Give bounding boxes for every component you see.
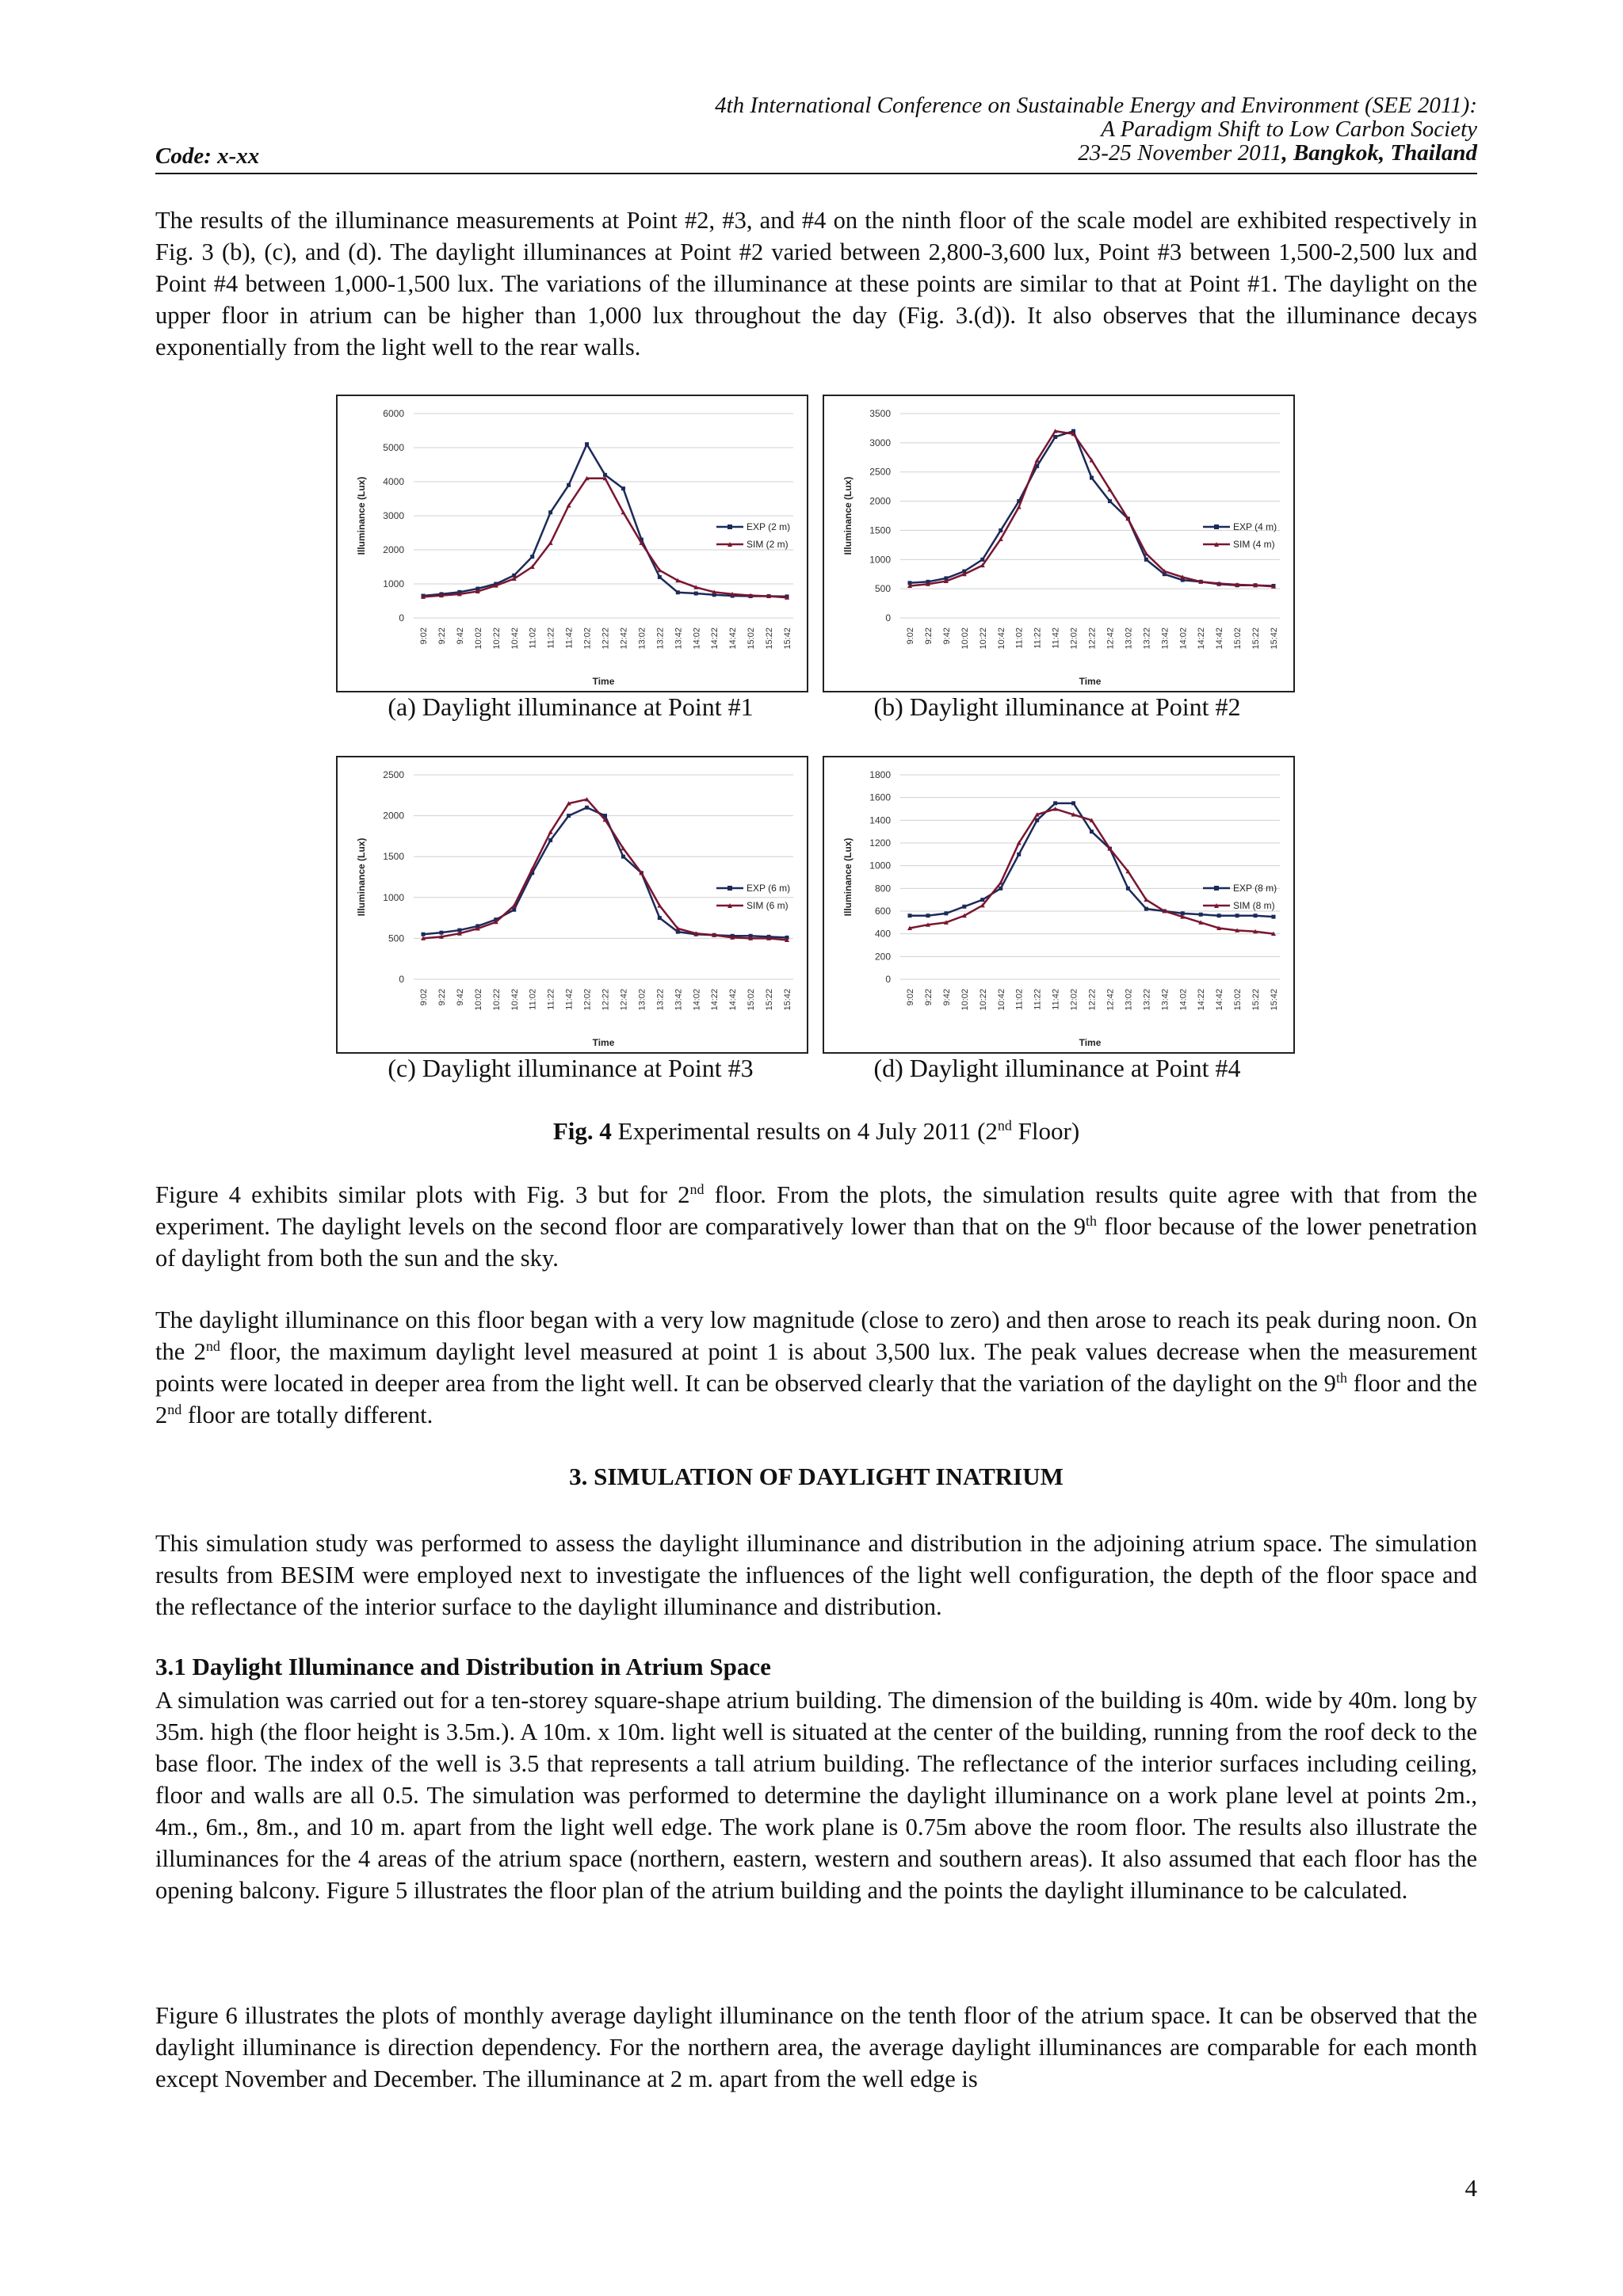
- legend-marker: [727, 524, 732, 529]
- y-tick-label: 500: [874, 583, 891, 595]
- legend-label: SIM (2 m): [747, 539, 789, 550]
- page-header: [155, 93, 1477, 174]
- data-point-exp: [548, 838, 552, 842]
- figure-caption-sup: nd: [997, 1117, 1012, 1134]
- conference-line-1: 4th International Conference on Sustainable Energy and Environment (SEE 2011):: [715, 93, 1477, 118]
- y-tick-label: 0: [399, 612, 404, 624]
- y-tick-label: 2000: [869, 495, 891, 507]
- subcaption-a: (a) Daylight illuminance at Point #1: [388, 692, 754, 721]
- x-tick-label: 12:22: [1087, 627, 1098, 650]
- x-tick-label: 11:42: [564, 627, 575, 649]
- y-tick-label: 2000: [383, 544, 404, 555]
- y-tick-label: 3000: [869, 437, 891, 448]
- y-axis-title: Illuminance (Lux): [842, 837, 854, 917]
- data-point-exp: [1090, 476, 1094, 480]
- paragraph-1: The results of the illuminance measurements at Point #2, #3, and #4 on the ninth floor of the scale model are exhibited respectively in Fig. 3 (b), (c), and (d). The daylight illuminances at Point #2 varied between 2,800-3,600 lux, Point #3 between 1,500-2,500 lux and Point #4 between 1,000-1,500 lux. The variations of the illuminance at these points are similar to that at Point #1. The daylight on the upper floor in atrium can be higher than 1,000 lux throughout the day (Fig. 3.(d)). It also observes that the illuminance decays exponentially from the light well to the rear walls.: [155, 207, 1477, 360]
- data-point-exp: [1017, 852, 1021, 856]
- page-number: 4: [1465, 2174, 1477, 2202]
- x-tick-label: 11:42: [1051, 989, 1061, 1010]
- data-point-exp: [585, 806, 589, 810]
- data-point-exp: [980, 558, 984, 562]
- series-line-sim: [423, 479, 787, 598]
- x-tick-label: 12:42: [619, 627, 629, 650]
- chart-point-2: [823, 395, 1295, 692]
- x-tick-label: 9:22: [923, 627, 934, 645]
- p3-part-b: floor, the maximum daylight level measured at point 1 is about 3,500 lux. The peak values decrease when the measurement points were located in deeper area from the light well. It can be observed clearly that the variation of the daylight on the 9: [155, 1338, 1477, 1397]
- x-tick-label: 13:42: [674, 989, 684, 1011]
- y-tick-label: 1000: [869, 554, 891, 566]
- x-tick-label: 12:42: [619, 989, 629, 1011]
- conference-date: 23-25 November 2011: [1078, 140, 1282, 166]
- chart-svg-3: [338, 757, 807, 1052]
- x-tick-label: 10:22: [491, 989, 502, 1011]
- data-point-exp: [908, 913, 912, 917]
- y-axis-title: Illuminance (Lux): [356, 837, 367, 917]
- legend-label: EXP (6 m): [747, 883, 791, 894]
- x-tick-label: 14:42: [1215, 989, 1225, 1011]
- x-tick-label: 13:02: [637, 989, 647, 1011]
- chart-point-3: [336, 756, 808, 1054]
- data-point-exp: [567, 814, 571, 818]
- x-tick-label: 12:02: [1069, 627, 1079, 650]
- x-tick-label: 14:02: [692, 627, 702, 650]
- x-tick-label: 14:42: [728, 989, 739, 1011]
- x-tick-label: 9:42: [455, 627, 465, 645]
- x-tick-label: 10:02: [960, 989, 970, 1011]
- y-tick-label: 1500: [383, 851, 404, 863]
- x-axis-title: Time: [1079, 676, 1102, 687]
- data-point-exp: [1053, 801, 1057, 805]
- x-tick-label: 15:22: [765, 989, 775, 1011]
- x-tick-label: 12:42: [1106, 627, 1116, 650]
- data-point-exp: [1126, 887, 1130, 891]
- y-tick-label: 4000: [383, 476, 404, 487]
- x-axis-title: Time: [1079, 1037, 1102, 1048]
- x-tick-label: 10:42: [510, 989, 520, 1011]
- y-tick-label: 0: [885, 612, 891, 624]
- data-point-exp: [1108, 499, 1112, 503]
- legend-label: SIM (8 m): [1233, 900, 1275, 911]
- y-tick-label: 800: [874, 883, 891, 894]
- x-tick-label: 9:42: [941, 989, 952, 1006]
- data-point-exp: [1254, 913, 1258, 917]
- y-tick-label: 200: [874, 951, 891, 963]
- x-tick-label: 12:22: [1087, 989, 1098, 1011]
- data-point-exp: [1235, 913, 1239, 917]
- p3-part-a: The daylight illuminance on this floor began with a very low magnitude (close to zero) and then arose to reach its peak during noon. On the 2: [155, 1306, 1477, 1365]
- x-tick-label: 14:22: [1197, 627, 1207, 650]
- data-point-exp: [944, 911, 948, 915]
- x-tick-label: 13:42: [1160, 627, 1170, 650]
- legend-label: EXP (4 m): [1233, 521, 1277, 532]
- conference-line-2: A Paradigm Shift to Low Carbon Society: [1101, 116, 1477, 142]
- data-point-exp: [1199, 913, 1203, 917]
- legend-marker: [727, 886, 732, 891]
- y-tick-label: 1200: [869, 837, 891, 849]
- x-tick-label: 11:02: [528, 989, 538, 1010]
- legend-label: SIM (4 m): [1233, 539, 1275, 550]
- subsection-title: 3.1 Daylight Illuminance and Distribution in Atrium Space: [155, 1653, 771, 1680]
- subcaption-c: (c) Daylight illuminance at Point #3: [388, 1054, 754, 1082]
- x-tick-label: 12:02: [1069, 989, 1079, 1011]
- x-tick-label: 11:22: [546, 989, 556, 1010]
- conference-info: [715, 93, 1477, 165]
- series-line-exp: [910, 431, 1274, 585]
- data-point-exp: [1144, 907, 1148, 911]
- y-tick-label: 1000: [383, 891, 404, 903]
- figure-caption-text-a: Experimental results on 4 July 2011 (2: [611, 1117, 998, 1145]
- x-tick-label: 10:22: [978, 989, 988, 1011]
- chart-point-4: [823, 756, 1295, 1054]
- x-tick-label: 13:22: [1142, 989, 1152, 1011]
- y-tick-label: 0: [399, 974, 404, 985]
- p2-sup-nd: nd: [689, 1180, 705, 1197]
- paragraph-4: This simulation study was performed to assess the daylight illuminance and distribution in the adjoining atrium space. The simulation results from BESIM were employed next to investigate the influences of the light well configuration, the depth of the floor space and the reflectance of the interior surface to the daylight illuminance and distribution.: [155, 1530, 1477, 1620]
- y-tick-label: 1500: [869, 524, 891, 536]
- x-tick-label: 15:02: [1233, 989, 1243, 1011]
- p3-sup-th: th: [1335, 1369, 1347, 1386]
- legend-marker: [1214, 524, 1219, 529]
- data-point-exp: [1272, 915, 1276, 919]
- data-point-exp: [567, 483, 571, 487]
- data-point-exp: [530, 555, 534, 559]
- p2-sup-th: th: [1086, 1212, 1098, 1229]
- x-tick-label: 13:22: [655, 627, 666, 650]
- data-point-exp: [999, 887, 1002, 891]
- data-point-exp: [422, 933, 426, 936]
- y-tick-label: 5000: [383, 442, 404, 453]
- paragraph-2: [155, 1179, 1477, 1274]
- legend-label: SIM (6 m): [747, 900, 789, 911]
- x-tick-label: 15:42: [1270, 989, 1279, 1011]
- x-tick-label: 10:42: [510, 627, 520, 650]
- p3-sup-nd-2: nd: [167, 1401, 182, 1417]
- chart-svg-2: [824, 396, 1293, 691]
- x-tick-label: 13:02: [1124, 627, 1134, 650]
- p2-part-a: Figure 4 exhibits similar plots with Fig. 3 but for 2: [155, 1181, 690, 1208]
- x-tick-label: 15:22: [765, 627, 775, 650]
- y-tick-label: 0: [885, 974, 891, 985]
- x-tick-label: 14:22: [1197, 989, 1207, 1011]
- x-tick-label: 9:22: [437, 989, 447, 1006]
- figure-caption: [155, 1117, 1477, 1146]
- x-tick-label: 13:42: [674, 627, 684, 650]
- series-line-exp: [423, 807, 787, 937]
- x-tick-label: 15:42: [1270, 627, 1279, 650]
- data-point-exp: [658, 575, 662, 579]
- y-tick-label: 2500: [869, 466, 891, 478]
- data-point-exp: [980, 898, 984, 902]
- data-point-exp: [1035, 818, 1039, 822]
- legend-label: EXP (8 m): [1233, 883, 1277, 894]
- data-point-exp: [999, 528, 1002, 532]
- x-axis-title: Time: [592, 676, 615, 687]
- x-tick-label: 14:22: [710, 627, 720, 650]
- paragraph-3: [155, 1304, 1477, 1431]
- x-tick-label: 10:42: [996, 989, 1006, 1011]
- data-point-exp: [621, 486, 625, 490]
- subcaption-b: (b) Daylight illuminance at Point #2: [873, 692, 1241, 721]
- x-tick-label: 13:22: [655, 989, 666, 1011]
- y-tick-label: 2500: [383, 769, 404, 780]
- x-tick-label: 9:22: [923, 989, 934, 1006]
- data-point-exp: [548, 510, 552, 514]
- x-tick-label: 13:02: [637, 627, 647, 650]
- series-line-exp: [423, 444, 787, 597]
- paragraph-6: Figure 6 illustrates the plots of monthly average daylight illuminance on the tenth floor of the atrium space. It can be observed that the daylight illuminance is direction dependency. For the northern area, the average daylight illuminances are comparable for each month except November and December. The illuminance at 2 m. apart from the well edge is: [155, 2002, 1477, 2092]
- y-tick-label: 1600: [869, 791, 891, 803]
- x-tick-label: 12:22: [601, 627, 611, 650]
- x-tick-label: 10:02: [473, 989, 483, 1011]
- x-tick-label: 11:22: [546, 627, 556, 649]
- data-point-exp: [1071, 801, 1075, 805]
- x-tick-label: 14:02: [1178, 989, 1189, 1011]
- y-tick-label: 3000: [383, 510, 404, 521]
- paper-code: Code: x-xx: [155, 143, 260, 169]
- x-tick-label: 11:02: [1014, 627, 1025, 649]
- data-point-exp: [621, 855, 625, 859]
- x-tick-label: 9:02: [419, 627, 429, 645]
- x-tick-label: 14:02: [1178, 627, 1189, 650]
- subcaption-d: (d) Daylight illuminance at Point #4: [873, 1054, 1241, 1082]
- paragraph-5: A simulation was carried out for a ten-storey square-shape atrium building. The dimension of the building is 40m. wide by 40m. long by 35m. high (the floor height is 3.5m.). A 10m. x 10m. light well is situated at the center of the building, running from the roof deck to the base floor. The index of the well is 3.5 that represents a tall atrium building. The reflectance of the interior surfaces including ceiling, floor and walls are all 0.5. The simulation was performed to determine the daylight illuminance on a work plane level at points 2m., 4m., 6m., 8m., and 10 m. apart from the light well edge. The work plane is 0.75m above the room floor. The results also illustrate the illuminances for the 4 areas of the atrium space (northern, eastern, western and southern areas). It also assumed that each floor has the opening balcony. Figure 5 illustrates the floor plan of the atrium building and the points the daylight illuminance to be calculated.: [155, 1687, 1477, 1904]
- x-tick-label: 14:22: [710, 989, 720, 1011]
- x-tick-label: 9:02: [906, 627, 915, 645]
- data-point-exp: [1053, 435, 1057, 439]
- data-point-exp: [1090, 830, 1094, 833]
- y-tick-label: 1800: [869, 769, 891, 780]
- y-tick-label: 6000: [383, 408, 404, 419]
- x-tick-label: 11:02: [528, 627, 538, 649]
- x-tick-label: 10:02: [960, 627, 970, 650]
- p3-part-d: floor are totally different.: [181, 1402, 433, 1428]
- x-tick-label: 12:42: [1106, 989, 1116, 1011]
- data-point-exp: [658, 916, 662, 920]
- conference-location: , Bangkok, Thailand: [1281, 140, 1477, 166]
- x-tick-label: 14:42: [1215, 627, 1225, 650]
- x-tick-label: 15:02: [1233, 627, 1243, 650]
- y-tick-label: 1000: [869, 860, 891, 871]
- y-tick-label: 1400: [869, 814, 891, 826]
- x-tick-label: 14:02: [692, 989, 702, 1011]
- x-tick-label: 15:22: [1251, 627, 1262, 650]
- p3-part-c: floor and the 2: [155, 1370, 1477, 1428]
- x-axis-title: Time: [592, 1037, 615, 1048]
- x-tick-label: 15:02: [747, 627, 757, 650]
- x-tick-label: 11:42: [564, 989, 575, 1010]
- data-point-exp: [439, 931, 443, 935]
- y-tick-label: 3500: [869, 408, 891, 419]
- legend-marker: [1214, 886, 1219, 891]
- section-title: 3. SIMULATION OF DAYLIGHT INATRIUM: [569, 1463, 1064, 1490]
- data-point-exp: [926, 913, 930, 917]
- data-point-exp: [676, 590, 680, 594]
- p2-part-c: floor because of the lower penetration of daylight from both the sun and the sky.: [155, 1213, 1477, 1272]
- data-point-exp: [1217, 913, 1221, 917]
- y-tick-label: 2000: [383, 810, 404, 822]
- x-tick-label: 13:02: [1124, 989, 1134, 1011]
- x-tick-label: 10:22: [491, 627, 502, 650]
- figure-caption-text-b: Floor): [1011, 1117, 1080, 1145]
- chart-svg-1: [338, 396, 807, 691]
- x-tick-label: 15:42: [783, 989, 792, 1011]
- x-tick-label: 11:22: [1033, 989, 1043, 1010]
- x-tick-label: 11:42: [1051, 627, 1061, 649]
- data-point-exp: [512, 908, 516, 912]
- chart-svg-4: [824, 757, 1293, 1052]
- legend-label: EXP (2 m): [747, 521, 791, 532]
- p2-part-b: floor. From the plots, the simulation results quite agree with that from the experiment. The daylight levels on the second floor are comparatively lower than that on the 9: [155, 1181, 1477, 1240]
- conference-date-location: [715, 141, 1477, 165]
- data-point-exp: [1144, 558, 1148, 562]
- p3-sup-nd: nd: [205, 1337, 220, 1354]
- x-tick-label: 9:22: [437, 627, 447, 645]
- data-point-exp: [585, 442, 589, 446]
- data-point-exp: [694, 592, 698, 596]
- x-tick-label: 12:22: [601, 989, 611, 1011]
- y-tick-label: 500: [388, 933, 404, 944]
- x-tick-label: 9:42: [941, 627, 952, 645]
- chart-point-1: [336, 395, 808, 692]
- x-tick-label: 9:02: [419, 989, 429, 1006]
- figure-label: Fig. 4: [552, 1117, 612, 1145]
- x-tick-label: 15:42: [783, 627, 792, 650]
- x-tick-label: 13:42: [1160, 989, 1170, 1011]
- x-tick-label: 11:22: [1033, 627, 1043, 649]
- x-tick-label: 15:22: [1251, 989, 1262, 1011]
- x-tick-label: 10:42: [996, 627, 1006, 650]
- x-tick-label: 13:22: [1142, 627, 1152, 650]
- x-tick-label: 12:02: [582, 989, 593, 1011]
- y-axis-title: Illuminance (Lux): [356, 476, 367, 555]
- y-axis-title: Illuminance (Lux): [842, 476, 854, 555]
- x-tick-label: 11:02: [1014, 989, 1025, 1010]
- y-tick-label: 400: [874, 928, 891, 940]
- y-tick-label: 600: [874, 906, 891, 917]
- x-tick-label: 12:02: [582, 627, 593, 650]
- y-tick-label: 1000: [383, 578, 404, 589]
- x-tick-label: 10:22: [978, 627, 988, 650]
- x-tick-label: 14:42: [728, 627, 739, 650]
- x-tick-label: 10:02: [473, 627, 483, 650]
- x-tick-label: 9:42: [455, 989, 465, 1006]
- series-line-sim: [910, 431, 1274, 586]
- x-tick-label: 15:02: [747, 989, 757, 1011]
- x-tick-label: 9:02: [906, 989, 915, 1006]
- data-point-exp: [962, 905, 966, 909]
